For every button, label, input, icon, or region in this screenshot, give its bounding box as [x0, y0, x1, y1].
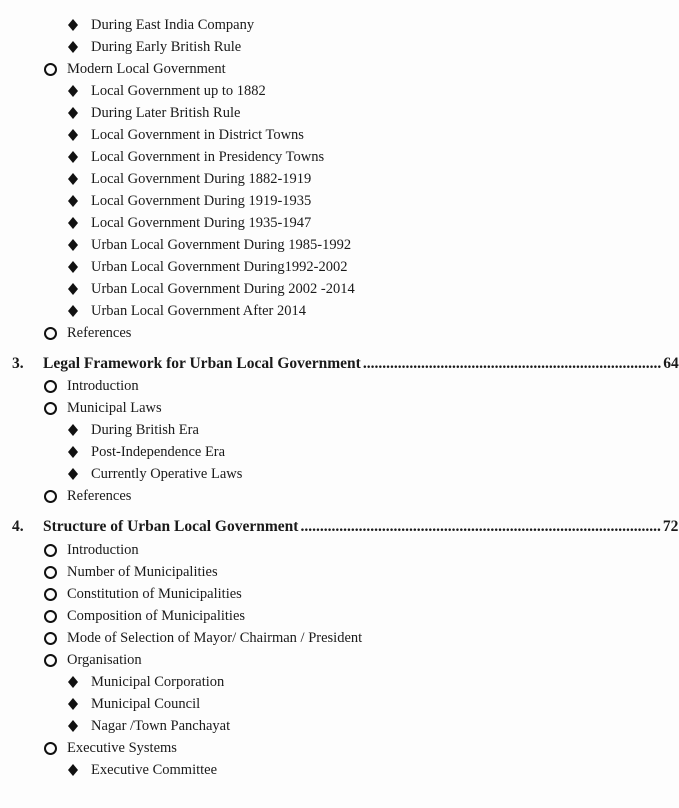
toc-item-label: Municipal Corporation	[91, 674, 225, 690]
toc-item	[67, 651, 142, 669]
chapter-number: 4.	[12, 518, 24, 535]
diamond-bullet-icon	[67, 85, 79, 97]
toc-item-label: Local Government During 1882-1919	[91, 171, 312, 187]
toc-item	[91, 302, 306, 320]
toc-item-label: Local Government in District Towns	[91, 127, 304, 143]
toc-item	[67, 377, 139, 395]
toc-item-label: Currently Operative Laws	[91, 466, 243, 482]
toc-item	[91, 673, 224, 691]
diamond-bullet-icon	[67, 424, 79, 436]
circle-bullet-icon	[44, 380, 57, 393]
toc-item	[67, 541, 139, 559]
diamond-bullet-icon	[67, 305, 79, 317]
toc-item	[91, 761, 217, 779]
toc-item-label: Local Government in Presidency Towns	[91, 149, 325, 165]
chapter-page-number: 64	[663, 355, 679, 372]
toc-item-label: Composition of Municipalities	[67, 608, 246, 624]
circle-bullet-icon	[44, 544, 57, 557]
toc-item	[67, 739, 177, 757]
diamond-bullet-icon	[67, 129, 79, 141]
diamond-bullet-icon	[67, 107, 79, 119]
toc-item-label: Number of Municipalities	[67, 564, 218, 580]
toc-item-label: During Later British Rule	[91, 105, 241, 121]
diamond-bullet-icon	[67, 173, 79, 185]
toc-item-label: Modern Local Government	[67, 61, 226, 77]
toc-item	[91, 465, 242, 483]
toc-item-label: Municipal Council	[91, 696, 201, 712]
toc-item-label: Urban Local Government During 2002 -2014	[91, 281, 355, 297]
toc-item	[91, 717, 230, 735]
toc-item	[91, 421, 199, 439]
toc-item-label: Urban Local Government After 2014	[91, 303, 307, 319]
toc-item	[67, 324, 131, 342]
toc-item	[91, 192, 311, 210]
circle-bullet-icon	[44, 402, 57, 415]
toc-item	[91, 258, 348, 276]
chapter-number: 3.	[12, 355, 24, 372]
toc-item	[91, 38, 241, 56]
toc-item	[91, 16, 254, 34]
toc-item	[91, 82, 266, 100]
toc-item-label: During British Era	[91, 422, 199, 438]
toc-item	[91, 214, 311, 232]
circle-bullet-icon	[44, 566, 57, 579]
toc-item	[91, 443, 225, 461]
toc-item	[91, 695, 200, 713]
toc-item	[91, 104, 240, 122]
diamond-bullet-icon	[67, 19, 79, 31]
circle-bullet-icon	[44, 327, 57, 340]
circle-bullet-icon	[44, 63, 57, 76]
diamond-bullet-icon	[67, 195, 79, 207]
toc-item	[67, 487, 131, 505]
toc-item-label: Nagar /Town Panchayat	[91, 718, 231, 734]
diamond-bullet-icon	[67, 676, 79, 688]
circle-bullet-icon	[44, 490, 57, 503]
toc-item-label: Municipal Laws	[67, 400, 162, 416]
circle-bullet-icon	[44, 632, 57, 645]
toc-item-label: During East India Company	[91, 17, 255, 33]
toc-item	[91, 126, 304, 144]
toc-item-label: References	[67, 325, 132, 341]
toc-item	[67, 585, 242, 603]
toc-item	[67, 399, 162, 417]
toc-item-label: References	[67, 488, 132, 504]
toc-item-label: Introduction	[67, 378, 139, 394]
diamond-bullet-icon	[67, 41, 79, 53]
diamond-bullet-icon	[67, 239, 79, 251]
toc-item-label: Local Government During 1935-1947	[91, 215, 312, 231]
toc-item	[91, 170, 311, 188]
toc-item-label: Urban Local Government During 1985-1992	[91, 237, 352, 253]
chapter-page-number: 72	[662, 518, 679, 535]
toc-item-label: Mode of Selection of Mayor/ Chairman / President	[67, 630, 363, 646]
toc-item-label: Executive Committee	[91, 762, 218, 778]
toc-item	[67, 563, 218, 581]
circle-bullet-icon	[44, 742, 57, 755]
toc-item-label: Post-Independence Era	[91, 444, 226, 460]
toc-item-label: Introduction	[67, 542, 139, 558]
toc-item-label: Local Government During 1919-1935	[91, 193, 312, 209]
diamond-bullet-icon	[67, 261, 79, 273]
diamond-bullet-icon	[67, 764, 79, 776]
toc-item	[91, 148, 324, 166]
diamond-bullet-icon	[67, 720, 79, 732]
toc-item-label: During Early British Rule	[91, 39, 242, 55]
chapter-title: Structure of Urban Local Government	[43, 518, 299, 535]
diamond-bullet-icon	[67, 217, 79, 229]
circle-bullet-icon	[44, 654, 57, 667]
circle-bullet-icon	[44, 610, 57, 623]
toc-item-label: Constitution of Municipalities	[67, 586, 242, 602]
diamond-bullet-icon	[67, 698, 79, 710]
toc-item	[67, 60, 226, 78]
chapter-title: Legal Framework for Urban Local Government	[43, 355, 361, 372]
leader-dots: .............................................................................................	[300, 518, 661, 535]
toc-item	[67, 607, 245, 625]
diamond-bullet-icon	[67, 468, 79, 480]
toc-item-label: Executive Systems	[67, 740, 177, 756]
toc-item-label: Urban Local Government During1992-2002	[91, 259, 348, 275]
circle-bullet-icon	[44, 588, 57, 601]
toc-item-label: Local Government up to 1882	[91, 83, 266, 99]
toc-item	[67, 629, 362, 647]
leader-dots: .............................................................................	[362, 355, 662, 372]
diamond-bullet-icon	[67, 446, 79, 458]
toc-item-label: Organisation	[67, 652, 142, 668]
diamond-bullet-icon	[67, 283, 79, 295]
toc-item	[91, 236, 351, 254]
diamond-bullet-icon	[67, 151, 79, 163]
toc-item	[91, 280, 355, 298]
